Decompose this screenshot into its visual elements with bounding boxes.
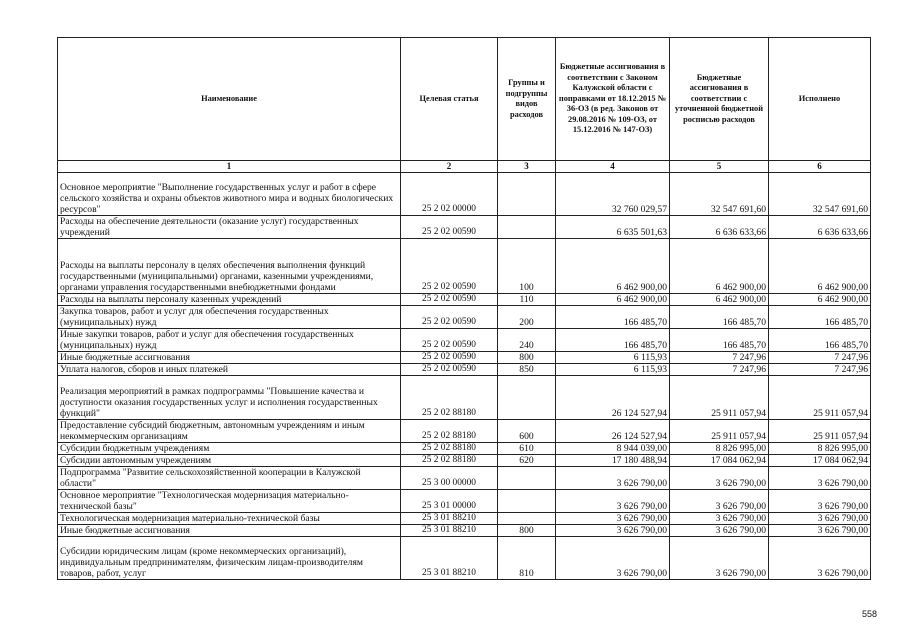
table-row	[58, 239, 871, 294]
row-refined-amount: 7 247,96	[670, 352, 769, 364]
table-row	[58, 294, 871, 306]
row-executed-amount: 3 626 790,00	[769, 513, 871, 525]
row-expense-type: 810	[498, 537, 556, 580]
table-row	[58, 420, 871, 443]
row-target-code: 25 2 02 88180	[401, 455, 498, 467]
table-row	[58, 525, 871, 537]
table-row	[58, 376, 871, 420]
row-name: Основное мероприятие "Выполнение государственных услуг и работ в сфере сельского хозяйства и охраны объектов животного мира и водных биологических ресурсов"	[58, 173, 401, 216]
row-name: Закупка товаров, работ и услуг для обеспечения государственных (муниципальных) нужд	[58, 306, 401, 329]
row-executed-amount: 3 626 790,00	[769, 525, 871, 537]
column-number-row	[58, 161, 871, 173]
table-row	[58, 173, 871, 216]
row-name: Субсидии автономным учреждениям	[58, 455, 401, 467]
row-expense-type: 600	[498, 420, 556, 443]
row-law-amount: 26 124 527,94	[556, 420, 670, 443]
row-refined-amount: 3 626 790,00	[670, 525, 769, 537]
row-name: Расходы на выплаты персоналу казенных учреждений	[58, 294, 401, 306]
row-target-code: 25 3 01 88210	[401, 513, 498, 525]
column-number: 5	[670, 161, 769, 173]
table-row	[58, 490, 871, 513]
row-expense-type	[498, 467, 556, 490]
row-law-amount: 6 115,93	[556, 364, 670, 376]
row-expense-type	[498, 216, 556, 239]
row-name: Расходы на обеспечение деятельности (оказание услуг) государственных учреждений	[58, 216, 401, 239]
table-row	[58, 329, 871, 352]
row-law-amount: 6 462 900,00	[556, 239, 670, 294]
row-name: Технологическая модернизация материально-технической базы	[58, 513, 401, 525]
column-number: 2	[401, 161, 498, 173]
row-target-code: 25 2 02 00590	[401, 364, 498, 376]
row-name: Субсидии юридическим лицам (кроме некоммерческих организаций), индивидуальным предпринимателям, физическим лицам-производителям товаров, работ, услуг	[58, 537, 401, 580]
row-refined-amount: 3 626 790,00	[670, 467, 769, 490]
row-executed-amount: 25 911 057,94	[769, 420, 871, 443]
row-expense-type: 800	[498, 525, 556, 537]
row-target-code: 25 2 02 00000	[401, 173, 498, 216]
row-law-amount: 166 485,70	[556, 329, 670, 352]
budget-table	[57, 37, 871, 580]
row-executed-amount: 32 547 691,60	[769, 173, 871, 216]
row-executed-amount: 3 626 790,00	[769, 490, 871, 513]
row-law-amount: 6 635 501,63	[556, 216, 670, 239]
row-name: Основное мероприятие "Технологическая модернизация материально-технической базы"	[58, 490, 401, 513]
row-name: Иные бюджетные ассигнования	[58, 352, 401, 364]
table-row	[58, 364, 871, 376]
row-name: Субсидии бюджетным учреждениям	[58, 443, 401, 455]
row-expense-type: 110	[498, 294, 556, 306]
row-target-code: 25 3 00 00000	[401, 467, 498, 490]
row-refined-amount: 6 636 633,66	[670, 216, 769, 239]
row-expense-type	[498, 490, 556, 513]
row-executed-amount: 6 636 633,66	[769, 216, 871, 239]
row-expense-type: 200	[498, 306, 556, 329]
row-target-code: 25 3 01 88210	[401, 537, 498, 580]
row-name: Расходы на выплаты персоналу в целях обеспечения выполнения функций государственными (муниципальными) органами, казенными учреждениями, органами управления государственными внебюджетными фондами	[58, 239, 401, 294]
table-row	[58, 513, 871, 525]
header-target-article: Целевая статья	[401, 38, 498, 161]
row-name: Предоставление субсидий бюджетным, автономным учреждениям и иным некоммерческим организациям	[58, 420, 401, 443]
row-target-code: 25 2 02 00590	[401, 294, 498, 306]
column-number: 6	[769, 161, 871, 173]
row-expense-type: 240	[498, 329, 556, 352]
row-target-code: 25 3 01 00000	[401, 490, 498, 513]
row-name: Иные закупки товаров, работ и услуг для обеспечения государственных (муниципальных) нужд	[58, 329, 401, 352]
page-number: 558	[862, 609, 878, 619]
row-refined-amount: 17 084 062,94	[670, 455, 769, 467]
column-number: 1	[58, 161, 401, 173]
row-name: Подпрограмма "Развитие сельскохозяйственной кооперации в Калужской области"	[58, 467, 401, 490]
row-executed-amount: 166 485,70	[769, 306, 871, 329]
row-target-code: 25 2 02 00590	[401, 216, 498, 239]
row-expense-type	[498, 376, 556, 420]
row-law-amount: 32 760 029,57	[556, 173, 670, 216]
row-executed-amount: 8 826 995,00	[769, 443, 871, 455]
row-expense-type: 610	[498, 443, 556, 455]
row-name: Реализация мероприятий в рамках подпрограммы "Повышение качества и доступности оказания государственных услуг и исполнения государственных функций"	[58, 376, 401, 420]
row-refined-amount: 3 626 790,00	[670, 490, 769, 513]
row-executed-amount: 25 911 057,94	[769, 376, 871, 420]
column-number: 3	[498, 161, 556, 173]
row-target-code: 25 2 02 00590	[401, 239, 498, 294]
row-law-amount: 6 462 900,00	[556, 294, 670, 306]
row-law-amount: 3 626 790,00	[556, 525, 670, 537]
row-law-amount: 166 485,70	[556, 306, 670, 329]
row-target-code: 25 2 02 00590	[401, 352, 498, 364]
table-row	[58, 216, 871, 239]
row-target-code: 25 3 01 88210	[401, 525, 498, 537]
header-executed: Исполнено	[769, 38, 871, 161]
row-law-amount: 17 180 488,94	[556, 455, 670, 467]
row-law-amount: 6 115,93	[556, 352, 670, 364]
row-law-amount: 3 626 790,00	[556, 513, 670, 525]
row-executed-amount: 3 626 790,00	[769, 467, 871, 490]
row-refined-amount: 25 911 057,94	[670, 420, 769, 443]
row-refined-amount: 6 462 900,00	[670, 294, 769, 306]
row-refined-amount: 166 485,70	[670, 306, 769, 329]
header-expense-groups: Группы и подгруппы видов расходов	[498, 38, 556, 161]
row-expense-type	[498, 513, 556, 525]
row-refined-amount: 3 626 790,00	[670, 513, 769, 525]
row-executed-amount: 3 626 790,00	[769, 537, 871, 580]
row-executed-amount: 6 462 900,00	[769, 239, 871, 294]
row-target-code: 25 2 02 88180	[401, 376, 498, 420]
row-executed-amount: 7 247,96	[769, 364, 871, 376]
row-executed-amount: 17 084 062,94	[769, 455, 871, 467]
table-row	[58, 352, 871, 364]
row-executed-amount: 7 247,96	[769, 352, 871, 364]
table-row	[58, 306, 871, 329]
row-refined-amount: 25 911 057,94	[670, 376, 769, 420]
row-law-amount: 26 124 527,94	[556, 376, 670, 420]
row-refined-amount: 166 485,70	[670, 329, 769, 352]
row-law-amount: 3 626 790,00	[556, 537, 670, 580]
row-target-code: 25 2 02 88180	[401, 443, 498, 455]
row-expense-type: 800	[498, 352, 556, 364]
row-target-code: 25 2 02 00590	[401, 306, 498, 329]
row-name: Иные бюджетные ассигнования	[58, 525, 401, 537]
table-row	[58, 455, 871, 467]
row-law-amount: 3 626 790,00	[556, 490, 670, 513]
header-law-appropriations: Бюджетные ассигнования в соответствии с Законом Калужской области с поправками от 18.12.2015 № 36-ОЗ (в ред. Законов от 29.08.2016 № 109-ОЗ, от 15.12.2016 № 147-ОЗ)	[556, 38, 670, 161]
table-row	[58, 443, 871, 455]
row-law-amount: 3 626 790,00	[556, 467, 670, 490]
header-row	[58, 38, 871, 161]
row-target-code: 25 2 02 00590	[401, 329, 498, 352]
row-target-code: 25 2 02 88180	[401, 420, 498, 443]
row-expense-type: 620	[498, 455, 556, 467]
row-refined-amount: 3 626 790,00	[670, 537, 769, 580]
row-executed-amount: 166 485,70	[769, 329, 871, 352]
table-row	[58, 537, 871, 580]
row-law-amount: 8 944 039,00	[556, 443, 670, 455]
row-expense-type: 850	[498, 364, 556, 376]
header-name: Наименование	[58, 38, 401, 161]
row-executed-amount: 6 462 900,00	[769, 294, 871, 306]
column-number: 4	[556, 161, 670, 173]
row-expense-type: 100	[498, 239, 556, 294]
row-refined-amount: 7 247,96	[670, 364, 769, 376]
row-refined-amount: 8 826 995,00	[670, 443, 769, 455]
row-refined-amount: 32 547 691,60	[670, 173, 769, 216]
header-refined-appropriations: Бюджетные ассигнования в соответствии с уточненной бюджетной росписью расходов	[670, 38, 769, 161]
row-name: Уплата налогов, сборов и иных платежей	[58, 364, 401, 376]
table-row	[58, 467, 871, 490]
row-refined-amount: 6 462 900,00	[670, 239, 769, 294]
row-expense-type	[498, 173, 556, 216]
